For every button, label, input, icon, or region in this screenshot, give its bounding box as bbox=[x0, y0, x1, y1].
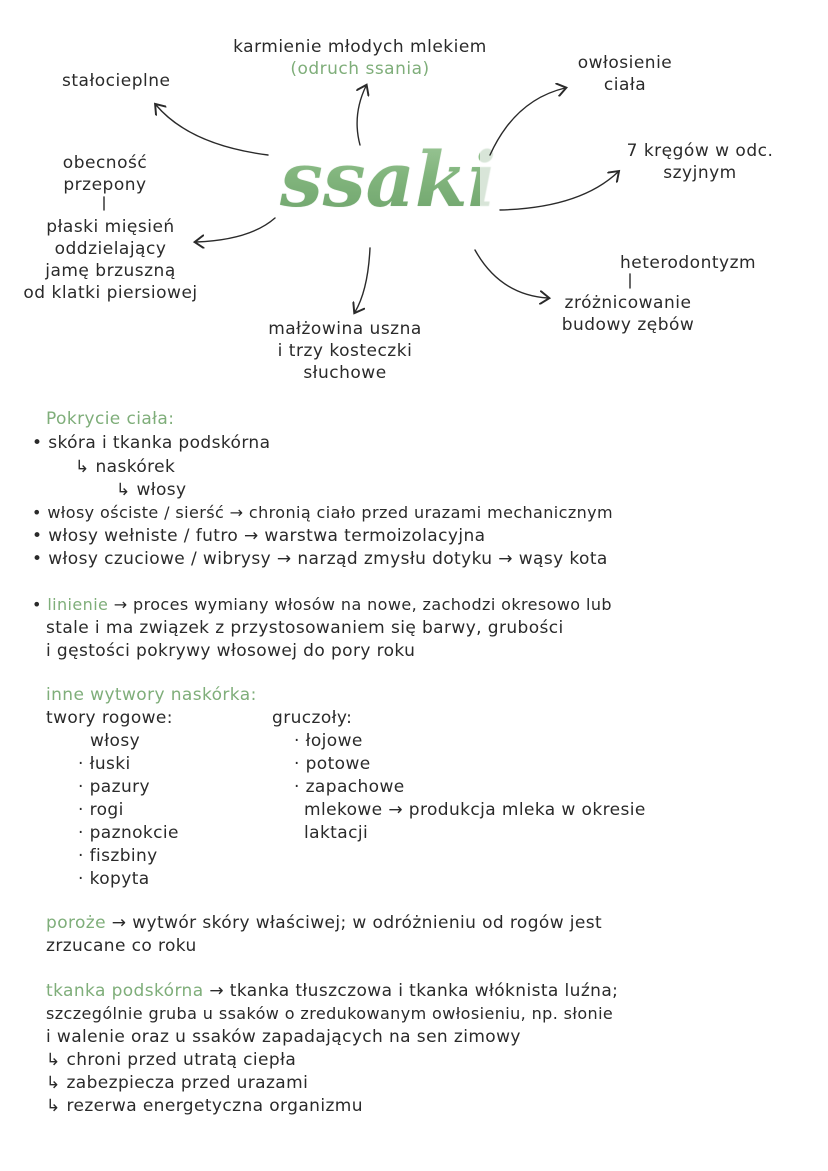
subcutis-term: tkanka podskórna bbox=[46, 981, 204, 1001]
body-cover-line: ↳ włosy bbox=[116, 480, 187, 500]
horn-item: · paznokcie bbox=[78, 823, 179, 843]
body-cover-line: • włosy wełniste / futro → warstwa termoizolacyjna bbox=[32, 526, 486, 546]
subcutis-line: ↳ chroni przed utratą ciepła bbox=[46, 1050, 297, 1070]
node-teeth-line1: zróżnicowanie bbox=[564, 293, 692, 313]
body-cover-line: • włosy czuciowe / wibrysy → narząd zmysłu dotyku → wąsy kota bbox=[32, 549, 608, 569]
node-fur-line2: ciała bbox=[603, 75, 647, 95]
arrow-diaphragm bbox=[196, 218, 275, 242]
molting-line: stale i ma związek z przystosowaniem się barwy, grubości bbox=[46, 618, 564, 638]
subcutis-line1 bbox=[46, 980, 618, 1002]
node-ear-line: małżowina uszna bbox=[268, 319, 422, 339]
horn-item: · pazury bbox=[78, 777, 150, 797]
node-ear-line: i trzy kosteczki bbox=[277, 341, 413, 361]
antlers-line1-text: → wytwór skóry właściwej; w odróżnieniu od rogów jest bbox=[106, 913, 603, 933]
gland-item: · łojowe bbox=[294, 731, 363, 751]
horn-item: · łuski bbox=[78, 754, 131, 774]
node-diaphragm-head-line2: przepony bbox=[63, 175, 147, 195]
molting-line1-text: → proces wymiany włosów na nowe, zachodzi okresowo lub bbox=[108, 595, 612, 614]
antlers-term: poroże bbox=[46, 913, 106, 933]
node-diaphragm-line: od klatki piersiowej bbox=[23, 283, 198, 303]
section-heading-body-cover: Pokrycie ciała: bbox=[46, 409, 175, 429]
subcutis-line: i walenie oraz u ssaków zapadających na sen zimowy bbox=[46, 1027, 521, 1047]
body-cover-line: ↳ naskórek bbox=[75, 457, 176, 477]
horn-item: włosy bbox=[90, 731, 141, 751]
gland-item: mlekowe → produkcja mleka w okresie bbox=[304, 800, 646, 820]
node-diaphragm-line: oddzielający bbox=[54, 239, 167, 259]
arrow-warm bbox=[156, 105, 268, 155]
horn-item: · kopyta bbox=[78, 869, 150, 889]
node-diaphragm-line: płaski mięsień bbox=[46, 217, 175, 237]
gland-item: · potowe bbox=[294, 754, 371, 774]
molting-line1: • linienie → proces wymiany włosów na nowe, zachodzi okresowo lub bbox=[32, 595, 612, 614]
gland-heading: gruczoły: bbox=[272, 708, 353, 728]
arrow-fur bbox=[490, 88, 565, 155]
horn-item: · rogi bbox=[78, 800, 124, 820]
arrow-teeth bbox=[475, 250, 548, 298]
node-diaphragm-body bbox=[18, 216, 203, 304]
subcutis-line: ↳ zabezpiecza przed urazami bbox=[46, 1073, 309, 1093]
horn-item: · fiszbiny bbox=[78, 846, 158, 866]
node-diaphragm-head-line1: obecność bbox=[62, 153, 148, 173]
molting-term: linienie bbox=[47, 595, 109, 614]
molting-line: i gęstości pokrywy włosowej do pory roku bbox=[46, 641, 416, 661]
node-heterodontism: heterodontyzm bbox=[620, 253, 757, 273]
node-fur-line1: owłosienie bbox=[577, 53, 673, 73]
node-feeding bbox=[200, 36, 520, 80]
subcutis-line: szczególnie gruba u ssaków o zredukowanym owłosieniu, np. słonie bbox=[46, 1004, 614, 1023]
node-diaphragm-head bbox=[40, 152, 170, 196]
section-heading-epidermis: inne wytwory naskórka: bbox=[46, 685, 257, 705]
node-feeding-line1: karmienie młodych mlekiem bbox=[233, 37, 487, 57]
page-title: ssaki bbox=[280, 130, 480, 230]
body-cover-line: • włosy ościste / sierść → chronią ciało przed urazami mechanicznym bbox=[32, 503, 614, 522]
node-diaphragm-line: jamę brzuszną bbox=[45, 261, 176, 281]
subcutis-line1-text: → tkanka tłuszczowa i tkanka włóknista luźna; bbox=[203, 981, 619, 1001]
node-vertebrae-line2: szyjnym bbox=[663, 163, 737, 183]
node-fur bbox=[555, 52, 695, 96]
node-teeth-line2: budowy zębów bbox=[561, 315, 695, 335]
subcutis-line: ↳ rezerwa energetyczna organizmu bbox=[46, 1096, 363, 1116]
node-warm: stałocieplne bbox=[62, 71, 171, 91]
node-ear-line: słuchowe bbox=[303, 363, 387, 383]
node-ear bbox=[240, 318, 450, 384]
gland-item: · zapachowe bbox=[294, 777, 405, 797]
gland-item: laktacji bbox=[304, 823, 369, 843]
node-feeding-line2: (odruch ssania) bbox=[290, 59, 430, 79]
arrow-ear bbox=[355, 248, 370, 312]
antlers-line1 bbox=[46, 912, 602, 934]
node-teeth bbox=[548, 292, 708, 336]
body-cover-line: • skóra i tkanka podskórna bbox=[32, 433, 271, 453]
horn-heading: twory rogowe: bbox=[46, 708, 173, 728]
node-vertebrae bbox=[600, 140, 800, 184]
node-vertebrae-line1: 7 kręgów w odc. bbox=[626, 141, 774, 161]
antlers-line: zrzucane co roku bbox=[46, 936, 197, 956]
